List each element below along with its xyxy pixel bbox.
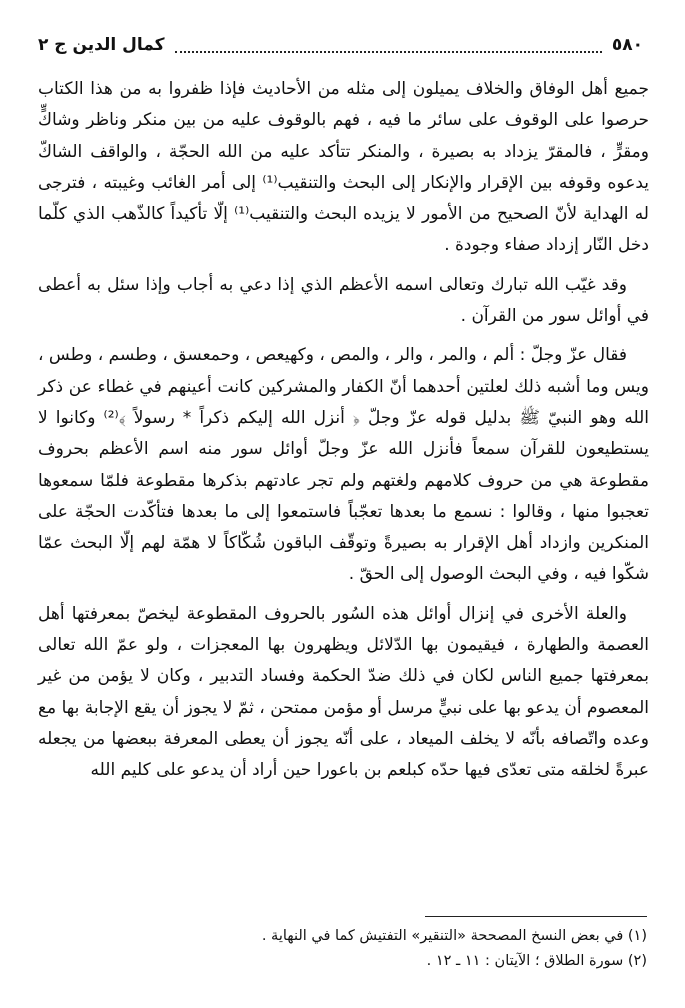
footnote-divider	[425, 916, 647, 917]
paragraph: فقال عزّ وجلّ : ألم ، والمر ، والر ، والمص ، وكهيعص ، وحمعسق ، وطسم ، وطس ، ويس وما أشبه ذلك لعلتين أحدهما أنّ الكفار والمشركين كانت أعينهم في غطاء عن ذكر الله وهو النبيّ ﷺ بدليل قوله عزّ وجلّ ﴿ أنزل الله إليكم ذكراً * رسولاً ﴾⁽²⁾ وكانوا لا يستطيعون للقرآن سمعاً فأنزل الله عزّ وجلّ أوائل سور منه اسم الأعظم بحروف مقطوعة هي من حروف كلامهم ولغتهم ولم تجر عادتهم بذكرها مقطوعة فلمّا سمعوها تعجبوا منها ، وقالوا : نسمع ما بعدها تعجّباً فاستمعوا إلى ما بعدها فتأكّدت الحجّة على المنكرين وازداد أهل الإقرار به بصيرةً وتوقّف الباقون شُكّاكاً لا همّة لهم إلّا البحث عمّا شكّوا فيه ، وفي البحث الوصول إلى الحقّ .	[38, 345, 649, 585]
body-text	[38, 74, 649, 787]
page-header	[38, 30, 643, 60]
paragraph: والعلة الأخرى في إنزال أوائل هذه السُور بالحروف المقطوعة ليخصّ بمعرفتها أهل العصمة والطهارة ، فيقيمون بها الدّلائل ويظهرون بها المعجزات ، ولو عمّ الله تعالى بمعرفتها جميع الناس لكان في ذلك ضدّ الحكمة وفساد التدبير ، وكان لا يؤمن من غير المعصوم أن يدعو بها على نبيٍّ مرسل أو مؤمن ممتحن ، ثمّ لا يجوز أن يقع الإجابة بها مع وعده واتّصافه بأنّه لا يخلف الميعاد ، على أنّه يجوز أن يعطى المعرفة ببعضها من يجعله عبرةً لخلقه متى تعدّى فيها حدّه كبلعم بن باعورا حين أراد أن يدعو على كليم الله	[38, 603, 649, 781]
paragraph: وقد غيّب الله تبارك وتعالى اسمه الأعظم الذي إذا دعي به أجاب وإذا سئل به أعطى في أوائل سور من القرآن .	[38, 274, 649, 327]
footnote-1: (١) في بعض النسخ المصححة «التنقير» التفتيش كما في النهاية .	[261, 928, 647, 944]
page-number: ٥٨٠	[611, 35, 643, 55]
running-title: كمال الدين ج ٢	[38, 35, 165, 55]
paragraph: جميع أهل الوفاق والخلاف يميلون إلى مثله من الأحاديث فإذا ظفروا به من هذا الكتاب حرصوا على الوقوف على سائر ما فيه ، فهم بالوقوف عليه من بين منكر وناظر وشاكٍّ ومقرٍّ ، فالمقرّ يزداد به بصيرة ، والمنكر تتأكد عليه من الله الحجّة ، والواقف الشاكّ يدعوه وقوفه بين الإقرار والإنكار إلى البحث والتنقيب⁽¹⁾ إلى أمر الغائب وغيبته ، فترجى له الهداية لأنّ الصحيح من الأمور لا يزيده البحث والتنقيب⁽¹⁾ إلّا تأكيداً كالذّهب الذي كلّما دخل النّار إزداد صفاء وجودة .	[38, 79, 649, 256]
header-dotted-leader	[175, 41, 602, 53]
footnotes	[38, 924, 647, 974]
footnote-2: (٢) سورة الطلاق ؛ الآيتان : ١١ ـ ١٢ .	[426, 953, 647, 969]
